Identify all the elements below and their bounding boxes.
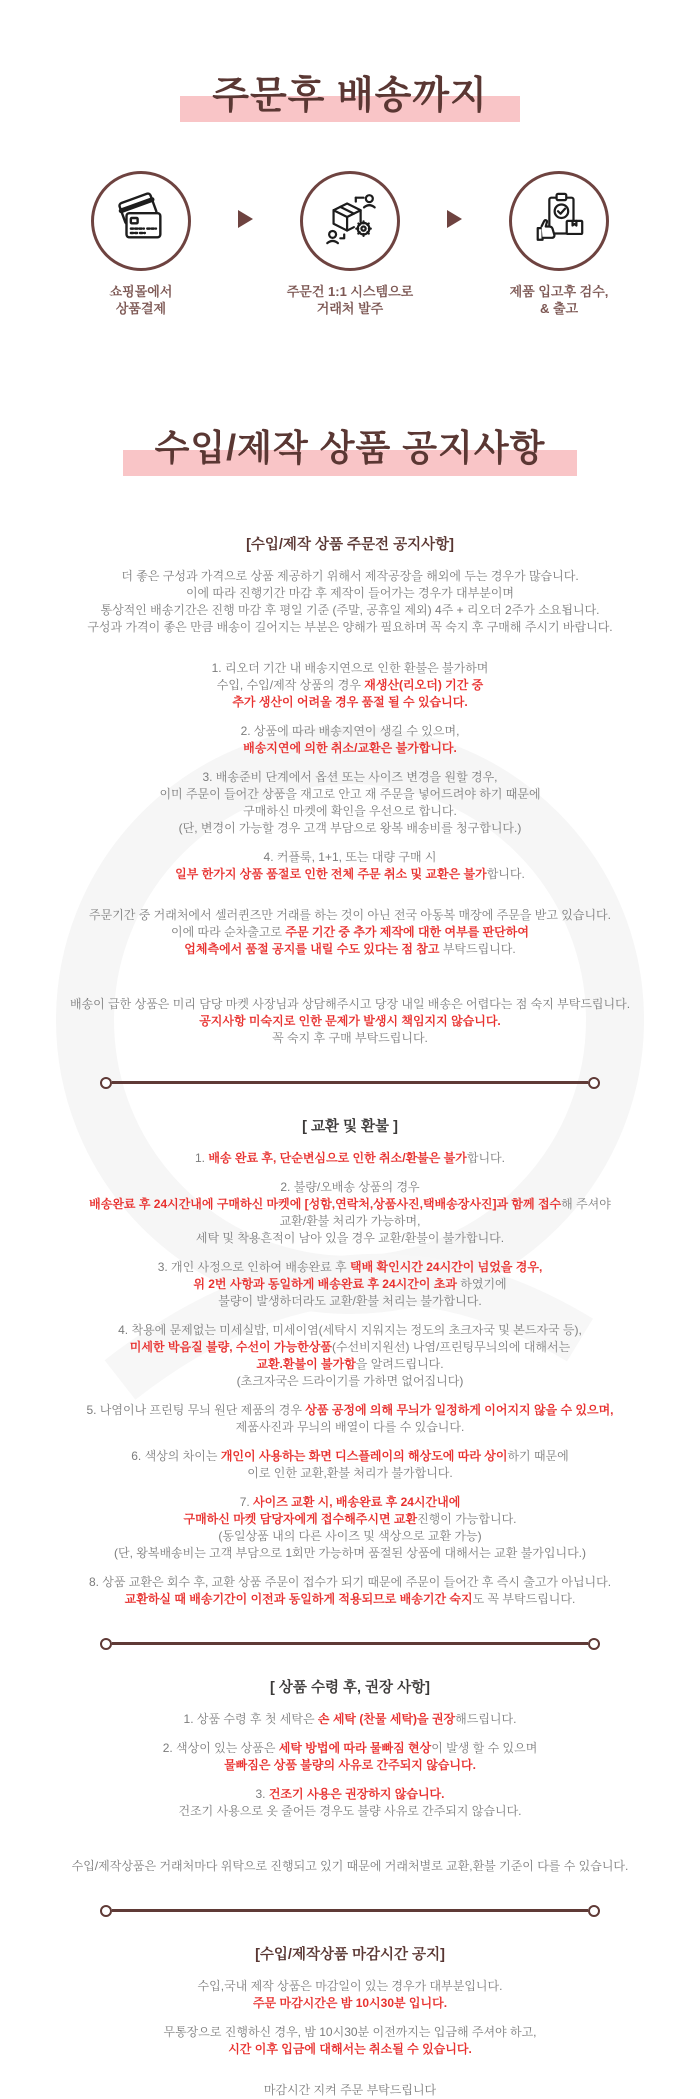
notice-paragraph	[36, 1858, 664, 1875]
text-segment: 하였기에	[460, 1276, 507, 1291]
step-label-line: 제품 입고후 검수,	[509, 283, 609, 299]
step-label-line: 쇼핑몰에서	[109, 283, 173, 299]
divider-endpoint	[588, 1905, 600, 1917]
notice-line	[36, 820, 664, 837]
text-segment: 일부 한가지 상품 품절로 인한 전체 주문 취소 및 교환은 불가	[175, 866, 487, 881]
notice-paragraph	[36, 2082, 664, 2099]
text-segment: 3.	[255, 1786, 269, 1801]
text-segment: 1. 상품 수령 후 첫 세탁은	[183, 1711, 318, 1726]
text-segment: 상품 공정에 의해 무늬가 일정하게 이어지지 않을 수 있으며,	[305, 1402, 614, 1417]
page-title-text: 주문후 배송까지	[212, 75, 488, 118]
text-segment: 건조기 사용은 권장하지 않습니다.	[268, 1786, 445, 1801]
notice-line	[36, 1179, 664, 1196]
text-segment: 이 발생 할 수 있으며	[431, 1740, 538, 1755]
notice-paragraph	[36, 1402, 664, 1436]
section-heading: [수입/제작 상품 주문전 공지사항]	[246, 536, 454, 553]
notice-line	[36, 849, 664, 866]
notice-line	[36, 1494, 664, 1511]
notice-line	[36, 1030, 664, 1047]
text-segment: 택배 확인시간 24시간이 넘었을 경우,	[350, 1259, 543, 1274]
step-circle	[91, 171, 191, 271]
notice-line	[36, 1150, 664, 1167]
notice-line	[36, 2041, 664, 2058]
notice-paragraph	[36, 1711, 664, 1728]
text-segment: 구매하신 마켓에 확인을 우선으로 합니다.	[243, 803, 457, 818]
notice-paragraph	[36, 849, 664, 883]
text-segment: 배송 완료 후, 단순변심으로 인한 취소/환불은 불가	[208, 1150, 467, 1165]
text-segment: 추가 생산이 어려울 경우 품절 될 수 있습니다.	[232, 694, 468, 709]
text-segment: 교환.환불이 불가함	[256, 1356, 356, 1371]
notice-line	[36, 769, 664, 786]
notice-paragraph	[36, 996, 664, 1047]
step-order-system	[271, 171, 429, 317]
text-segment: 8. 상품 교환은 회수 후, 교환 상품 주문이 접수가 되기 때문에 주문이 들어간 후 즉시 출고가 아닙니다.	[88, 1574, 612, 1589]
text-segment: 이미 주문이 들어간 상품을 재고로 안고 재 주문을 넣어드려야 하기 때문에	[159, 786, 541, 801]
step-label-line: & 출고	[539, 300, 579, 316]
text-segment: 5. 나염이나 프린팅 무늬 원단 제품의 경우	[86, 1402, 306, 1417]
text-segment: 해드립니다.	[455, 1711, 517, 1726]
notice-line	[36, 694, 664, 711]
text-segment: 해 주셔야	[561, 1196, 611, 1211]
order-process-steps	[0, 171, 700, 317]
notice-paragraph	[36, 907, 664, 958]
text-segment: 4. 착용에 문제없는 미세실밥, 미세이염(세탁시 지워지는 정도의 초크자국 및 본드자국 등),	[118, 1322, 582, 1337]
text-segment: 1. 리오더 기간 내 배송지연으로 인한 환불은 불가하며	[211, 660, 489, 675]
text-segment: 마감시간 지켜 주문 부탁드립니다	[263, 2082, 437, 2097]
text-segment: 이에 따라 순차출고로	[171, 924, 286, 939]
text-segment: 구성과 가격이 좋은 만큼 배송이 길어지는 부분은 양해가 필요하며 꼭 숙지 후 구매해 주시기 바랍니다.	[87, 619, 613, 634]
text-segment: 무통장으로 진행하신 경우, 밤 10시30분 이전까지는 입금해 주셔야 하고,	[163, 2024, 537, 2039]
text-segment: (동일상품 내의 다른 사이즈 및 색상으로 교환 가능)	[218, 1528, 482, 1543]
divider-endpoint	[100, 1638, 112, 1650]
notice-line	[36, 1465, 664, 1482]
text-segment: 통상적인 배송기간은 진행 마감 후 평일 기준 (주말, 공휴일 제외) 4주 + 리오더 2주가 소요됩니다.	[100, 602, 600, 617]
notice-line	[36, 740, 664, 757]
notice-paragraph	[36, 2024, 664, 2058]
text-segment: 교환/환불 처리가 가능하며,	[279, 1213, 421, 1228]
notice-line	[36, 1356, 664, 1373]
text-segment: 시간 이후 입금에 대해서는 취소될 수 있습니다.	[228, 2041, 472, 2056]
notice-line	[36, 1259, 664, 1276]
payment-card-icon	[112, 189, 170, 252]
text-segment: 세탁 및 착용흔적이 남아 있을 경우 교환/환불이 불가합니다.	[195, 1230, 505, 1245]
notice-line	[36, 602, 664, 619]
text-segment: 공지사항 미숙지로 인한 문제가 발생시 책임지지 않습니다.	[199, 1013, 501, 1028]
text-segment: 더 좋은 구성과 가격으로 상품 제공하기 위해서 제작공장을 해외에 두는 경우가 많습니다.	[121, 568, 579, 583]
notice-sections	[0, 537, 700, 2099]
divider-endpoint	[100, 1905, 112, 1917]
text-segment: 미세한 박음질 불량, 수선이 가능한상품	[129, 1339, 332, 1354]
notice-line	[36, 786, 664, 803]
text-segment: 배송지연에 의한 취소/교환은 불가합니다.	[243, 740, 457, 755]
notice-line	[36, 1528, 664, 1545]
step-label-line: 주문건 1:1 시스템으로	[286, 283, 414, 299]
notice-line	[36, 996, 664, 1013]
text-segment: 교환하실 때 배송기간이 이전과 동일하게 적용되므로 배송기간 숙지	[124, 1591, 473, 1606]
notice-line	[36, 1757, 664, 1774]
notice-paragraph	[36, 1322, 664, 1390]
step-circle	[300, 171, 400, 271]
text-segment: 이로 인한 교환,환불 처리가 불가합니다.	[247, 1465, 453, 1480]
notice-line	[36, 941, 664, 958]
notice-line	[36, 924, 664, 941]
notice-line	[36, 1978, 664, 1995]
text-segment: 합니다.	[466, 1150, 505, 1165]
text-segment: 주문 기간 중 추가 제작에 대한 여부를 판단하여	[285, 924, 529, 939]
notice-line	[36, 660, 664, 677]
divider-endpoint	[588, 1077, 600, 1089]
notice-line	[36, 1013, 664, 1030]
notice-line	[36, 803, 664, 820]
notice-line	[36, 619, 664, 636]
notice-line	[36, 866, 664, 883]
text-segment: 2. 불량/오배송 상품의 경우	[280, 1179, 420, 1194]
notice-line	[36, 1711, 664, 1728]
text-segment: 주문기간 중 거래처에서 셀러퀸즈만 거래를 하는 것이 아닌 전국 아동복 매장에 주문을 받고 있습니다.	[89, 907, 611, 922]
notice-line	[36, 1740, 664, 1757]
text-segment: 배송이 급한 상품은 미리 담당 마켓 사장님과 상담해주시고 당장 내일 배송은 어렵다는 점 숙지 부탁드립니다.	[69, 996, 631, 1011]
text-segment: 개인이 사용하는 화면 디스플레이의 해상도에 따라 상이	[220, 1448, 508, 1463]
page-title	[212, 73, 488, 119]
section-heading: [ 상품 수령 후, 권장 사항]	[270, 1679, 430, 1696]
notice-paragraph	[36, 1259, 664, 1310]
text-segment: 제품사진과 무늬의 배열이 다를 수 있습니다.	[235, 1419, 465, 1434]
notice-line	[36, 1196, 664, 1213]
step-payment	[62, 171, 220, 317]
step-label	[271, 283, 429, 317]
notice-line	[36, 1230, 664, 1247]
text-segment: (단, 변경이 가능할 경우 고객 부담으로 왕복 배송비를 청구합니다.)	[178, 820, 522, 835]
notice-line	[36, 1339, 664, 1356]
text-segment: 주문 마감시간은 밤 10시30분 입니다.	[252, 1995, 448, 2010]
inspection-shipping-icon	[530, 189, 588, 252]
notice-paragraph	[36, 769, 664, 837]
text-segment: (초크자국은 드라이기를 가하면 없어집니다)	[236, 1373, 464, 1388]
notice-line	[36, 1276, 664, 1293]
divider-endpoint	[588, 1638, 600, 1650]
notice-title-wrap	[0, 393, 700, 503]
text-segment: 1.	[195, 1150, 209, 1165]
arrow-right-icon	[238, 210, 253, 228]
divider-endpoint	[100, 1077, 112, 1089]
text-segment: 수입, 수입/제작 상품의 경우	[216, 677, 365, 692]
text-segment: 을 알려드립니다.	[355, 1356, 444, 1371]
text-segment: 3. 개인 사정으로 인하여 배송완료 후	[157, 1259, 350, 1274]
text-segment: 불량이 발생하더라도 교환/환불 처리는 불가합니다.	[218, 1293, 482, 1308]
notice-line	[36, 677, 664, 694]
notice-line	[36, 1322, 664, 1339]
text-segment: 재생산(리오더) 기간 중	[364, 677, 484, 692]
text-segment: 건조기 사용으로 옷 줄어든 경우도 불량 사유로 간주되지 않습니다.	[178, 1803, 522, 1818]
text-segment: 하기 때문에	[507, 1448, 569, 1463]
notice-line	[36, 1545, 664, 1562]
text-segment: 2. 색상이 있는 상품은	[162, 1740, 279, 1755]
notice-paragraph	[36, 1786, 664, 1820]
notice-line	[36, 585, 664, 602]
text-segment: 물빠짐은 상품 불량의 사유로 간주되지 않습니다.	[224, 1757, 476, 1772]
text-segment: (수선비지원선) 나염/프린팅무늬의에 대해서는	[331, 1339, 571, 1354]
section-divider	[100, 1638, 600, 1650]
section-heading: [ 교환 및 환불 ]	[302, 1118, 398, 1135]
divider-line	[112, 1909, 588, 1912]
notice-paragraph	[36, 1978, 664, 2012]
notice-line	[36, 723, 664, 740]
text-segment: 구매하신 마켓 담당자에게 접수해주시면 교환	[183, 1511, 418, 1526]
notice-title-text: 수입/제작 상품 공지사항	[154, 426, 546, 468]
text-segment: 위 2번 사항과 동일하게 배송완료 후 24시간이 초과	[193, 1276, 461, 1291]
notice-line	[36, 1448, 664, 1465]
step-circle	[509, 171, 609, 271]
notice-paragraph	[36, 723, 664, 757]
step-label	[480, 283, 638, 317]
notice-line	[36, 1591, 664, 1608]
notice-line	[36, 568, 664, 585]
section-divider	[100, 1905, 600, 1917]
text-segment: 7.	[239, 1494, 254, 1509]
notice-paragraph	[36, 568, 664, 636]
notice-paragraph	[36, 1179, 664, 1247]
section-heading: [수입/제작상품 마감시간 공지]	[255, 1946, 445, 1963]
notice-line	[36, 1995, 664, 2012]
text-segment: 세탁 방법에 따라 물빠짐 현상	[278, 1740, 432, 1755]
notice-line	[36, 1574, 664, 1591]
order-system-icon	[321, 189, 379, 252]
divider-line	[112, 1642, 588, 1645]
notice-paragraph	[36, 1494, 664, 1562]
notice-line	[36, 1511, 664, 1528]
text-segment: (단, 왕복배송비는 고객 부담으로 1회만 가능하며 품절된 상품에 대해서는 교환 불가입니다.)	[114, 1545, 586, 1560]
notice-line	[36, 1803, 664, 1820]
text-segment: 도 꼭 부탁드립니다.	[472, 1591, 576, 1606]
notice-line	[36, 1213, 664, 1230]
text-segment: 수입/제작상품은 거래처마다 위탁으로 진행되고 있기 때문에 거래처별로 교환,환불 기준이 다를 수 있습니다.	[71, 1858, 629, 1873]
text-segment: 2. 상품에 따라 배송지연이 생길 수 있으며,	[240, 723, 460, 738]
notice-line	[36, 1419, 664, 1436]
notice-line	[36, 2024, 664, 2041]
text-segment: 4. 커플룩, 1+1, 또는 대량 구매 시	[263, 849, 437, 864]
notice-line	[36, 1402, 664, 1419]
text-segment: 수입,국내 제작 상품은 마감일이 있는 경우가 대부분입니다.	[197, 1978, 503, 1993]
text-segment: 꼭 숙지 후 구매 부탁드립니다.	[272, 1030, 428, 1045]
step-label-line: 거래처 발주	[316, 300, 384, 316]
notice-paragraph	[36, 1740, 664, 1774]
text-segment: 진행이 가능합니다.	[417, 1511, 517, 1526]
arrow-right-icon	[447, 210, 462, 228]
notice-line	[36, 2082, 664, 2099]
notice-title	[155, 423, 546, 473]
text-segment: 6. 색상의 차이는	[131, 1448, 221, 1463]
text-segment: 사이즈 교환 시, 배송완료 후 24시간내에	[253, 1494, 461, 1509]
text-segment: 배송완료 후 24시간내에 구매하신 마켓에 [성함,연락처,상품사진,택배송장사진]과 함께 접수	[89, 1196, 562, 1211]
notice-paragraph	[36, 660, 664, 711]
text-segment: 합니다.	[486, 866, 525, 881]
divider-line	[112, 1081, 588, 1084]
text-segment: 이에 따라 진행기간 마감 후 제작이 들어가는 경우가 대부분이며	[185, 585, 515, 600]
step-label-line: 상품결제	[115, 300, 167, 316]
text-segment: 손 세탁 (찬물 세탁)을 권장	[317, 1711, 456, 1726]
text-segment: 업체측에서 품절 공지를 내릴 수도 있다는 점 참고	[184, 941, 443, 956]
notice-line	[36, 1786, 664, 1803]
notice-paragraph	[36, 1150, 664, 1167]
notice-paragraph	[36, 1448, 664, 1482]
notice-paragraph	[36, 1574, 664, 1608]
notice-line	[36, 1373, 664, 1390]
step-inspection	[480, 171, 638, 317]
step-label	[62, 283, 220, 317]
notice-line	[36, 1858, 664, 1875]
notice-line	[36, 1293, 664, 1310]
notice-line	[36, 907, 664, 924]
section-divider	[100, 1077, 600, 1089]
text-segment: 부탁드립니다.	[442, 941, 516, 956]
text-segment: 3. 배송준비 단계에서 옵션 또는 사이즈 변경을 원할 경우,	[202, 769, 498, 784]
